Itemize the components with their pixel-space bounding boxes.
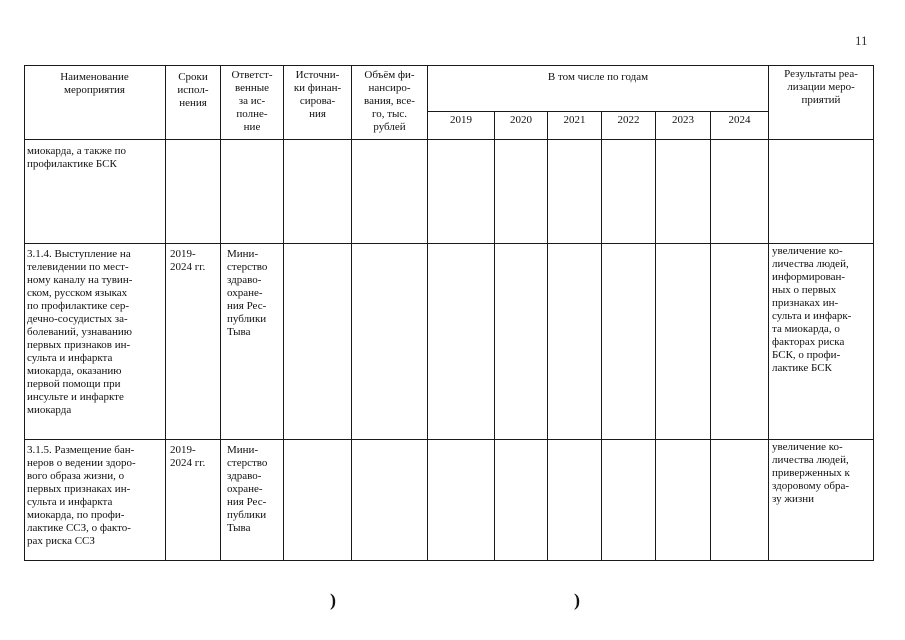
- header-year-2024: 2024: [728, 114, 751, 126]
- col-divider-2023: [655, 111, 656, 561]
- col-divider-years: [427, 65, 428, 561]
- row-2-term: 2019- 2024 гг.: [170, 248, 206, 273]
- header-volume: Объём фи- нансиро- вания, все- го, тыс. рублей: [364, 69, 415, 133]
- col-divider-2022: [601, 111, 602, 561]
- header-results: Результаты реа- лизации меро- приятий: [784, 68, 858, 106]
- col-divider-responsible: [220, 65, 221, 561]
- row-divider-2: [24, 439, 874, 440]
- row-2-name: 3.1.4. Выступление на телевидении по мест- ному каналу на тувин- ском, русском языках по профилактике сер- дечно-сосудистых за- болеваний, узнаванию первых признаков ин- сульта и инфаркта миокарда, оказанию первой помощи при инсульте и инфаркте миокарда: [27, 248, 133, 416]
- table-border-bottom: [24, 560, 874, 561]
- col-divider-term: [165, 65, 166, 561]
- header-year-2021: 2021: [563, 114, 586, 126]
- row-3-name: 3.1.5. Размещение бан- неров о ведении здоро- вого образа жизни, о первых признаках ин- сульта и инфаркта миокарда, по профи- лактике ССЗ, о факто- рах риска ССЗ: [27, 444, 136, 547]
- col-divider-sources: [283, 65, 284, 561]
- col-divider-2024: [710, 111, 711, 561]
- row-1-name: миокарда, а также по профилактике БСК: [27, 145, 127, 170]
- table-border-top: [24, 65, 874, 66]
- header-term: Сроки испол- нения: [177, 71, 209, 109]
- row-2-responsible: Мини- стерство здраво- охране- ния Рес- публики Тыва: [227, 248, 268, 338]
- years-header-divider: [427, 111, 768, 112]
- col-divider-2020: [494, 111, 495, 561]
- footer-mark-left: ): [330, 590, 336, 610]
- row-divider-1: [24, 243, 874, 244]
- header-year-2022: 2022: [617, 114, 640, 126]
- header-name: Наименование мероприятия: [60, 71, 129, 96]
- row-2-result: увеличение ко- личества людей, информирован- ных о первых признаках ин- сульта и инфарк- та миокарда, о факторах риска БСК, о профи- лактике БСК: [772, 245, 852, 374]
- header-by-years: В том числе по годам: [547, 71, 649, 83]
- page-number: 11: [855, 33, 868, 48]
- table-border-right: [873, 65, 874, 561]
- program-table: [24, 65, 874, 561]
- header-sources: Источни- ки финан- сирова- ния: [293, 69, 342, 120]
- table-border-left: [24, 65, 25, 561]
- row-3-responsible: Мини- стерство здраво- охране- ния Рес- публики Тыва: [227, 444, 268, 534]
- row-3-term: 2019- 2024 гг.: [170, 444, 206, 469]
- header-responsible: Ответст- венные за ис- полне- ние: [231, 69, 273, 133]
- header-bottom-line: [24, 139, 874, 140]
- header-year-2019: 2019: [450, 114, 472, 126]
- col-divider-volume: [351, 65, 352, 561]
- row-3-result: увеличение ко- личества людей, приверженных к здоровому обра- зу жизни: [772, 441, 850, 505]
- header-year-2023: 2023: [672, 114, 694, 126]
- col-divider-2021: [547, 111, 548, 561]
- col-divider-results: [768, 65, 769, 561]
- header-year-2020: 2020: [510, 114, 532, 126]
- footer-mark-right: ): [574, 590, 580, 610]
